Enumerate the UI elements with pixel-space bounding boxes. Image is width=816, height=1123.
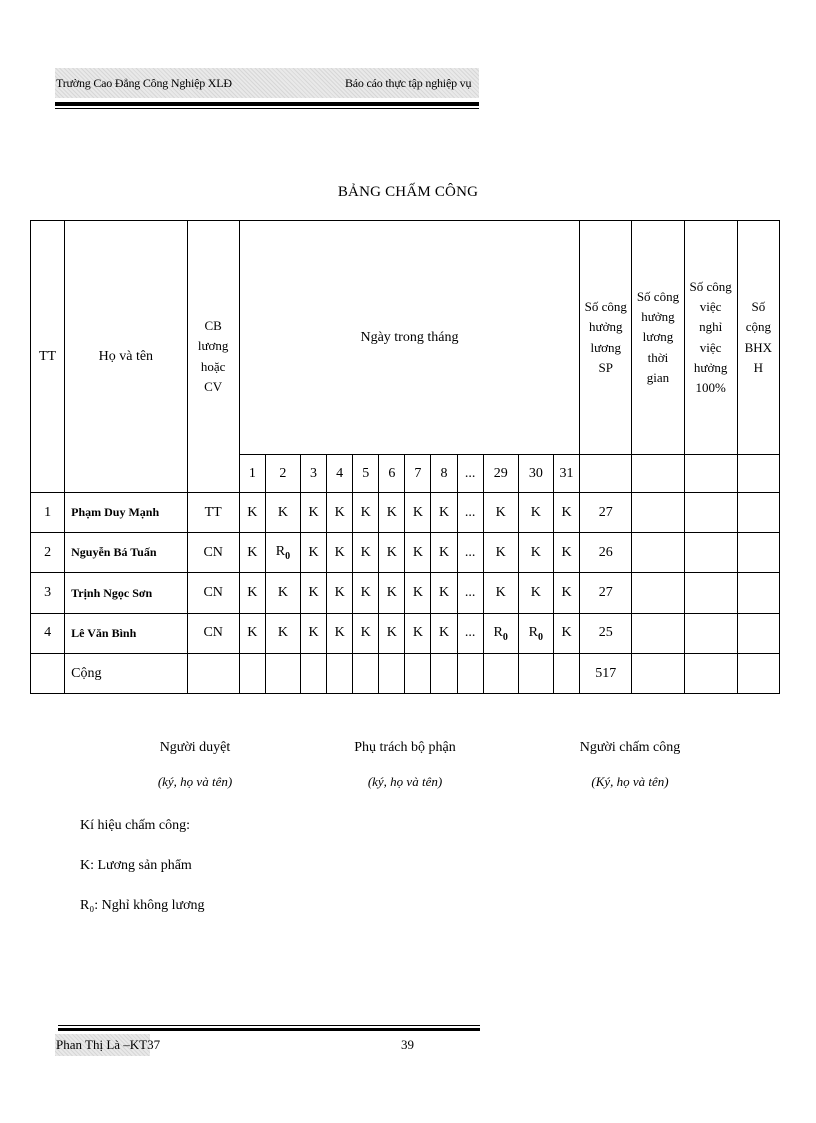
col-tt: TT [31, 221, 65, 493]
table-row [31, 573, 780, 613]
empty-cell [353, 653, 379, 693]
attendance-mark [300, 493, 326, 533]
header-line: nghỉ [699, 319, 723, 335]
header-report: Báo cáo thực tập nghiệp vụ [345, 76, 472, 90]
empty-cell [632, 455, 684, 493]
attendance-mark [239, 533, 265, 573]
day-number: 4 [327, 455, 353, 493]
legend-title: Kí hiệu chấm công: [80, 818, 191, 833]
row-tt: 1 [31, 493, 65, 533]
mark-symbol: K [495, 544, 506, 560]
attendance-mark [431, 613, 457, 653]
mark-symbol: K [438, 504, 450, 520]
mark-subscript: 0 [538, 631, 543, 643]
row-sp: 27 [580, 493, 632, 533]
day-number: 5 [353, 455, 379, 493]
row-tt: 4 [31, 613, 65, 653]
empty-cell [265, 653, 300, 693]
attendance-mark [379, 573, 405, 613]
col-sp [580, 221, 632, 455]
signature-hint: (ký, họ và tên) [157, 774, 233, 789]
attendance-mark [379, 613, 405, 653]
col-days: Ngày trong tháng [239, 221, 579, 455]
attendance-mark [518, 493, 553, 533]
mark-symbol: K [360, 585, 371, 601]
mark-symbol: K [438, 544, 450, 560]
mark-symbol: ... [464, 504, 476, 520]
attendance-mark [431, 493, 457, 533]
mark-symbol: K [530, 504, 541, 520]
attendance-mark [483, 493, 518, 533]
empty-cell [187, 653, 239, 693]
mark-symbol: K [561, 585, 572, 601]
header-line: thời [647, 349, 669, 365]
attendance-mark [483, 533, 518, 573]
page-title: BẢNG CHẤM CÔNG [337, 184, 479, 200]
col-nghi [684, 221, 737, 455]
mark-symbol: K [360, 625, 371, 641]
signature-hint: (ký, họ và tên) [367, 774, 443, 789]
attendance-table [30, 220, 780, 694]
mark-subscript: 0 [285, 550, 291, 562]
empty-cell [684, 493, 737, 533]
mark-subscript: 0 [502, 631, 508, 643]
empty-cell [737, 613, 779, 653]
attendance-mark [327, 493, 353, 533]
signature-block [305, 740, 505, 790]
attendance-mark [553, 613, 579, 653]
empty-cell [239, 653, 265, 693]
header-line: lương [197, 338, 229, 354]
mark-symbol: K [530, 585, 541, 601]
row-tt: 3 [31, 573, 65, 613]
empty-cell [632, 533, 684, 573]
header-line: H [753, 359, 764, 375]
mark-symbol: K [561, 504, 572, 520]
attendance-mark [518, 533, 553, 573]
header-line: Số công [584, 299, 627, 315]
page-number: 39 [401, 1037, 414, 1052]
row-cb: CN [187, 573, 239, 613]
header-line: lương [590, 339, 622, 355]
total-sp: 517 [580, 653, 632, 693]
attendance-mark [379, 533, 405, 573]
mark-symbol: ... [464, 585, 476, 601]
mark-symbol: R [275, 544, 286, 560]
empty-cell [518, 653, 553, 693]
mark-symbol: K [334, 585, 345, 601]
mark-symbol: K [308, 504, 319, 520]
empty-cell [684, 573, 737, 613]
header-line: CB [204, 318, 222, 334]
empty-cell [632, 653, 684, 693]
mark-symbol: K [277, 585, 288, 601]
signature-role: Người duyệt [159, 740, 231, 755]
header-rule-thin [55, 108, 479, 109]
empty-cell [457, 653, 483, 693]
header-rule [55, 102, 479, 106]
attendance-mark [483, 613, 518, 653]
mark-symbol: K [412, 504, 423, 520]
col-tg [632, 221, 684, 455]
attendance-mark [327, 573, 353, 613]
empty-cell [684, 533, 737, 573]
attendance-mark [353, 573, 379, 613]
header-line: CV [204, 378, 223, 394]
row-name: Phạm Duy Mạnh [65, 493, 187, 533]
attendance-mark [265, 573, 300, 613]
signature-role: Phụ trách bộ phận [354, 740, 456, 755]
empty-cell [379, 653, 405, 693]
row-cb: TT [187, 493, 239, 533]
footer-rule-thin [58, 1025, 480, 1026]
table-body [31, 493, 780, 694]
day-number: 6 [379, 455, 405, 493]
mark-symbol: K [386, 504, 397, 520]
mark-symbol: ... [464, 625, 476, 641]
mark-symbol: K [334, 544, 345, 560]
mark-symbol: K [308, 544, 319, 560]
attendance-mark [457, 493, 483, 533]
attendance-mark [553, 493, 579, 533]
day-number: ... [457, 455, 483, 493]
total-row [31, 653, 780, 693]
mark-symbol: K [247, 585, 258, 601]
header-school: Trường Cao Đẳng Công Nghiệp XLĐ [56, 76, 232, 90]
empty-cell [737, 493, 779, 533]
attendance-mark [265, 493, 300, 533]
mark-symbol: K [386, 544, 397, 560]
attendance-mark [353, 613, 379, 653]
attendance-mark [483, 573, 518, 613]
mark-symbol: K [438, 585, 450, 601]
empty-cell [737, 455, 779, 493]
header-line: hưởng [693, 359, 728, 375]
header-line: hưởng [589, 319, 623, 335]
attendance-mark [239, 573, 265, 613]
attendance-mark [405, 493, 431, 533]
signature-block [530, 740, 730, 790]
mark-symbol: ... [464, 544, 476, 560]
attendance-mark [457, 613, 483, 653]
attendance-mark [327, 613, 353, 653]
mark-symbol: K [360, 504, 371, 520]
day-number: 3 [300, 455, 326, 493]
empty-cell [483, 653, 518, 693]
empty-cell [737, 573, 779, 613]
mark-symbol: K [561, 544, 572, 560]
header-line: hưởng [641, 309, 675, 325]
attendance-mark [457, 573, 483, 613]
empty-cell [684, 653, 737, 693]
header-line: Số [751, 299, 766, 315]
mark-symbol: K [386, 585, 397, 601]
day-number: 31 [553, 455, 579, 493]
header-line: BHX [744, 339, 773, 355]
mark-symbol: K [386, 625, 397, 641]
empty-cell [737, 533, 779, 573]
mark-symbol: K [247, 625, 258, 641]
empty-cell [553, 653, 579, 693]
empty-cell [632, 613, 684, 653]
empty-cell [300, 653, 326, 693]
mark-symbol: K [247, 544, 258, 560]
header-line: Số công [689, 279, 732, 295]
mark-symbol: K [277, 625, 288, 641]
attendance-mark [405, 613, 431, 653]
attendance-mark [353, 533, 379, 573]
attendance-mark [300, 613, 326, 653]
day-number: 30 [518, 455, 553, 493]
day-number: 7 [405, 455, 431, 493]
empty-cell [737, 653, 779, 693]
table-row [31, 493, 780, 533]
attendance-mark [379, 493, 405, 533]
signature-hint: (Ký, họ và tên) [591, 774, 669, 789]
mark-symbol: K [495, 504, 506, 520]
mark-symbol: R [493, 624, 503, 640]
row-name: Trịnh Ngọc Sơn [65, 573, 187, 613]
attendance-mark [405, 573, 431, 613]
attendance-mark [405, 533, 431, 573]
attendance-mark [239, 613, 265, 653]
header-row [31, 221, 780, 455]
header-line: lương [642, 329, 674, 345]
header-line: Số công [636, 289, 680, 305]
attendance-mark [265, 613, 300, 653]
row-sp: 26 [580, 533, 632, 573]
day-number: 8 [431, 455, 457, 493]
attendance-mark [457, 533, 483, 573]
attendance-mark [353, 493, 379, 533]
table-row [31, 613, 780, 653]
empty-cell [580, 455, 632, 493]
mark-symbol: K [412, 625, 423, 641]
mark-symbol: K [438, 625, 450, 641]
attendance-mark [239, 493, 265, 533]
total-label: Cộng [65, 653, 187, 693]
header-line: việc [699, 299, 722, 315]
attendance-mark [518, 613, 553, 653]
table-row [31, 533, 780, 573]
attendance-mark [300, 573, 326, 613]
mark-symbol: K [412, 544, 423, 560]
row-cb: CN [187, 533, 239, 573]
header-line: cộng [745, 319, 771, 335]
row-tt: 2 [31, 533, 65, 573]
mark-symbol: K [334, 625, 345, 641]
attendance-mark [265, 533, 300, 573]
signature-role: Người chấm công [579, 740, 681, 755]
header-line: 100% [695, 379, 726, 395]
empty-cell [684, 613, 737, 653]
legend-r0: R₀: Nghỉ không lương [80, 898, 205, 913]
mark-symbol: K [360, 544, 371, 560]
header-line: SP [598, 359, 613, 375]
header-line: việc [699, 339, 722, 355]
day-number: 2 [265, 455, 300, 493]
attendance-mark [431, 533, 457, 573]
signature-block [95, 740, 295, 790]
mark-symbol: K [247, 504, 258, 520]
mark-symbol: R [528, 624, 538, 640]
attendance-mark [431, 573, 457, 613]
attendance-mark [518, 573, 553, 613]
empty-cell [31, 653, 65, 693]
row-name: Lê Văn Bình [65, 613, 187, 653]
attendance-mark [553, 533, 579, 573]
col-bhxh [737, 221, 779, 455]
mark-symbol: K [412, 585, 423, 601]
mark-symbol: K [308, 625, 319, 641]
footer-author: Phan Thị Là –KT37 [56, 1037, 161, 1052]
empty-cell [431, 653, 457, 693]
empty-cell [632, 493, 684, 533]
mark-symbol: K [495, 585, 506, 601]
row-name: Nguyễn Bá Tuấn [65, 533, 187, 573]
mark-symbol: K [277, 504, 288, 520]
mark-symbol: K [561, 625, 572, 641]
mark-symbol: K [308, 585, 319, 601]
row-cb: CN [187, 613, 239, 653]
header-line: gian [646, 369, 670, 385]
empty-cell [327, 653, 353, 693]
col-name: Họ và tên [65, 221, 187, 493]
empty-cell [684, 455, 737, 493]
mark-symbol: K [334, 504, 345, 520]
day-number: 29 [483, 455, 518, 493]
col-cb [187, 221, 239, 493]
header-line: hoặc [200, 358, 226, 374]
row-sp: 25 [580, 613, 632, 653]
row-sp: 27 [580, 573, 632, 613]
empty-cell [632, 573, 684, 613]
day-number: 1 [239, 455, 265, 493]
mark-symbol: K [530, 544, 541, 560]
empty-cell [405, 653, 431, 693]
attendance-mark [327, 533, 353, 573]
attendance-mark [553, 573, 579, 613]
legend-k: K: Lương sản phẩm [80, 858, 192, 873]
footer-rule [58, 1028, 480, 1031]
attendance-mark [300, 533, 326, 573]
